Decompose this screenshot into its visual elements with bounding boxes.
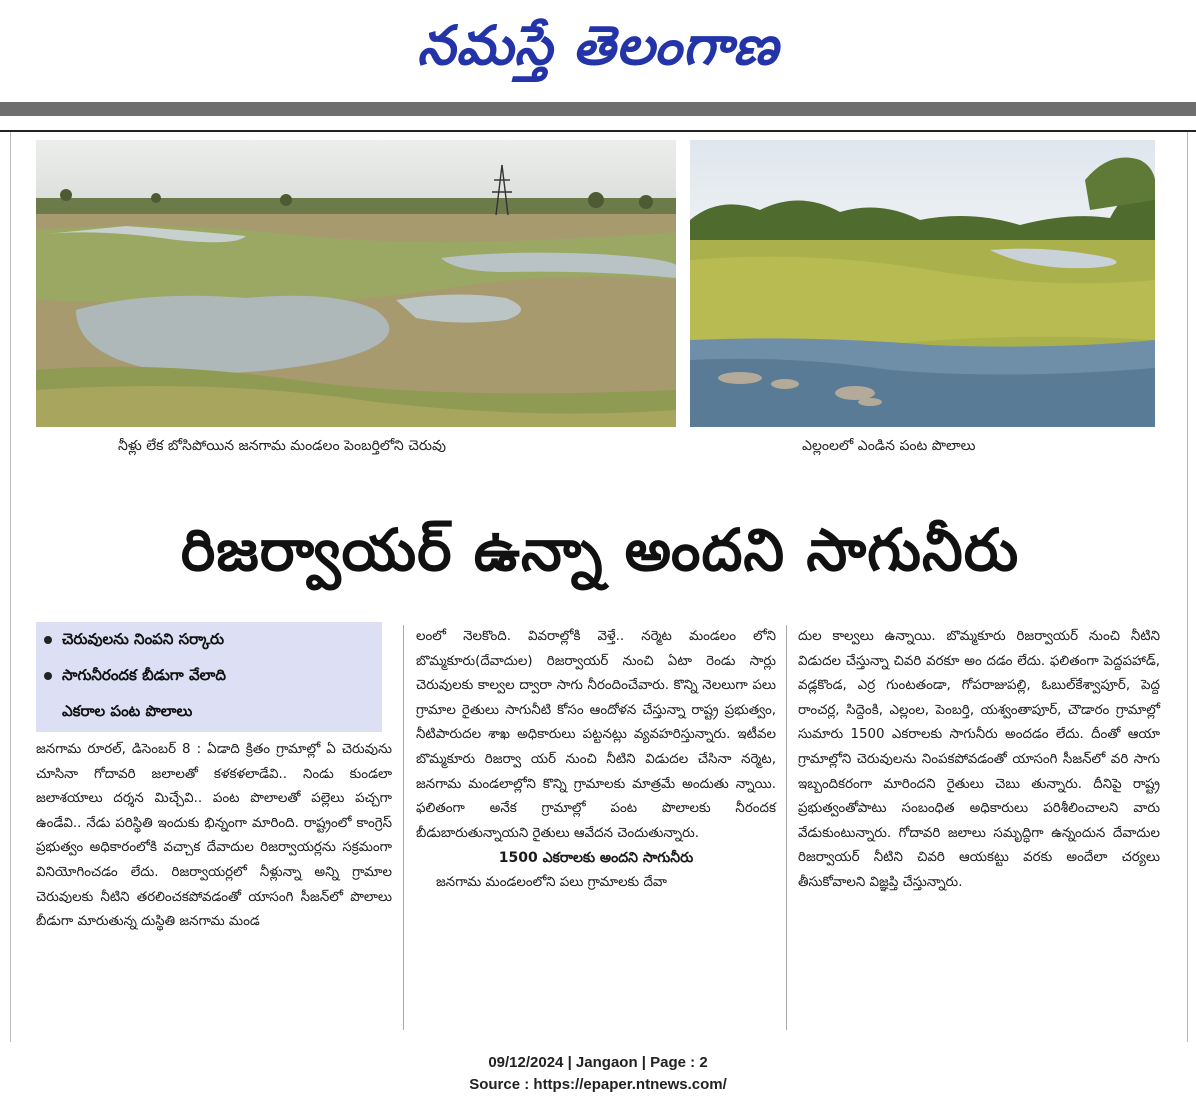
bullet-icon xyxy=(44,636,52,644)
column-divider xyxy=(403,625,404,1030)
highlight-item-continued: ఎకరాల పంట పొలాలు xyxy=(62,702,193,720)
masthead-title: నమస్తే తెలంగాణ xyxy=(417,14,779,77)
column-divider xyxy=(786,625,787,1030)
column-3-text: దుల కాల్వలు ఉన్నాయి. బొమ్మకూరు రిజర్వాయర్ నుంచి నీటిని విడుదల చేస్తున్నా చివరి వరకూ అం దడం లేదు. ఫలితంగా పెద్దపహాడ్, వడ్లకొండ, ఎర్ర గుంటతండా, గోపరాజుపల్లి, ఓబుల్‌కేశ్వాపూర్, పెద్ద రాంచర్ల, సిద్దెంకి, ఎల్లంల, పెంబర్తి, యశ్వంతాపూర్, చౌడారం గ్రామాల్లో సుమారు 1500 ఎకరాలకు సాగునీరు అందడం లేదు. దీంతో ఆయా గ్రామాల్లోని చెరువులను నింపకపోవడంతో యాసంగి సీజన్‌లో వరి సాగు ఇబ్బందికరంగా మారిందని రైతులు చెబు తున్నారు. దీనిపై రాష్ట్ర ప్రభుత్వంతోపాటు సంబంధిత అధికారులు పరిశీలించాలని వారు వేడుకుంటున్నారు. గోదావరి జలాలు సమృద్ధిగా ఉన్నందున దేవాదుల రిజర్వాయర్ నీటిని చివరి ఆయకట్టు వరకు అందేలా చర్యలు తీసుకోవాలని విజ్ఞప్తి చేస్తున్నారు. xyxy=(798,629,1160,890)
dry-fields-photo xyxy=(690,140,1155,427)
highlights-box xyxy=(36,622,382,732)
footer-source-line: Source : https://epaper.ntnews.com/ xyxy=(469,1076,727,1093)
column-2-subhead: 1500 ఎకరాలకు అందని సాగునీరు xyxy=(498,850,694,867)
column-2-text-after: జనగామ మండలంలోని పలు గ్రామాలకు దేవా xyxy=(436,874,667,890)
article-column-3 xyxy=(798,625,1160,1025)
article-column-2 xyxy=(416,625,776,1025)
highlight-item: చెరువులను నింపని సర్కారు xyxy=(44,630,224,652)
bullet-icon xyxy=(44,672,52,680)
column-2-text: లంలో నెలకొంది. వివరాల్లోకి వెళ్తే.. నర్మెట మండలం లోని బొమ్మకూరు(దేవాదుల) రిజర్వాయర్ నుంచి ఏటా రెండు సార్లు చెరువులకు కాల్వల ద్వారా సాగు నీరందించేవారు. కొన్ని నెలలుగా పలు గ్రామాల రైతులు సాగునీటి కోసం ఆందోళన చేస్తున్నా రాష్ట్ర ప్రభుత్వం, నీటిపారుదల శాఖ అధికారులు పట్టనట్లు వ్యవహరిస్తున్నారు. ఇటీవల బొమ్మకూరు రిజర్వా యర్ నుంచి నీటిని విడుదల చేసినా నర్మెట, జనగామ మండలాల్లోని కొన్ని గ్రామాలకు మాత్రమే అందుతు న్నాయి. ఫలితంగా అనేక గ్రామాల్లో పంట పొలాలకు నీరందక బీడుబారుతున్నాయని రైతులు ఆవేదన చెందుతున్నారు. xyxy=(416,629,776,841)
masthead xyxy=(0,0,1196,100)
column-1-text: జనగామ రూరల్, డిసెంబర్ 8 : ఏడాది క్రితం గ్రామాల్లో ఏ చెరువును చూసినా గోదావరి జలాలతో కళకళలాడేవి.. నిండు కుండలా జలాశయాలు దర్శన మిచ్చేవి.. పంట పొలాలతో పల్లెలు పచ్చగా ఉండేవి.. నేడు పరిస్థితి ఇందుకు భిన్నంగా మారింది. రాష్ట్రంలో కాంగ్రెస్ ప్రభుత్వం అధికారంలోకి వచ్చాక దేవాదుల రిజర్వాయర్లను సక్రమంగా వినియోగించడం లేదు. రిజర్వాయర్లలో నీళ్లున్నా అన్ని గ్రామాల చెరువులకు నీటిని తరలించకపోవడంతో యాసంగి సీజన్‌లో పొలాలు బీడుగా మారుతున్న దుస్థితి జనగామ మండ xyxy=(36,742,392,930)
masthead-rule xyxy=(0,102,1196,116)
footer-date-line: 09/12/2024 | Jangaon | Page : 2 xyxy=(488,1054,708,1071)
article-column-1 xyxy=(36,738,392,1018)
dry-lake-caption: నీళ్లు లేక బోసిపోయిన జనగామ మండలం పెంబర్తిలోని చెరువు xyxy=(118,438,446,454)
headline: రిజర్వాయర్ ఉన్నా అందని సాగునీరు xyxy=(180,516,1020,584)
dry-fields-caption: ఎల్లంలలో ఎండిన పంట పొలాలు xyxy=(802,438,976,454)
dry-lake-photo xyxy=(36,140,676,427)
highlight-item: సాగునీరందక బీడుగా వేలాది xyxy=(44,666,226,688)
